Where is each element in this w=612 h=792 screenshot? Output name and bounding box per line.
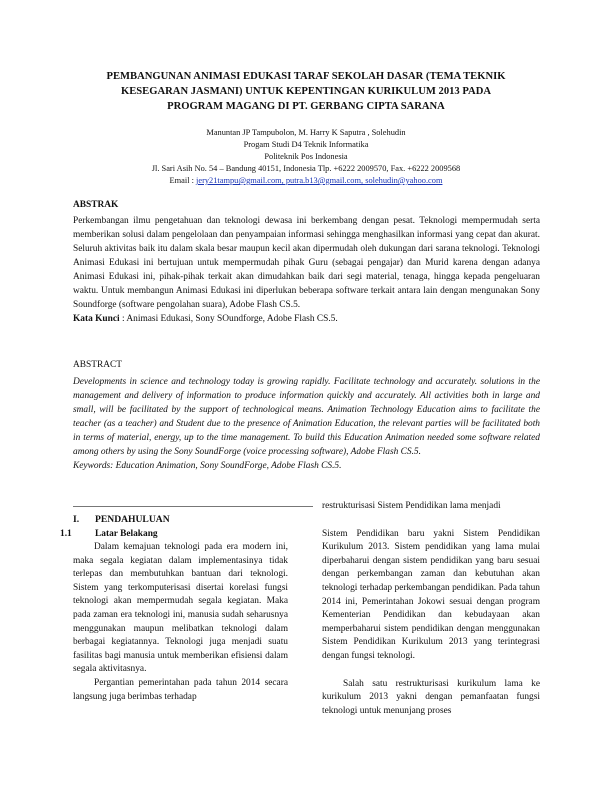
- left-paragraph-1: Dalam kemajuan teknologi pada era modern ini, maka segala kegiatan dalam implementasinya tidak terlepas dan membutuhkan bantuan dari teknologi. Sistem yang terkomputerisasi disertai korelasi fungsi teknologi akan mempermudah segala kegiatan. Maka pada zaman era teknologi ini, manusia sudah seharusnya menggunakan maupun melibatkan teknologi dalam berbagai kegiatannya. Teknologi juga menjadi suatu fasilitas bagi manusia untuk memberikan efisiensi dalam segala aktivitasnya.: [73, 542, 288, 675]
- keywords-label: Kata Kunci: [73, 314, 120, 324]
- right-paragraph-2: Salah satu restrukturisasi kurikulum lama ke kurikulum 2013 yakni dengan pemanfaatan fungsi teknologi untuk menunjang proses: [322, 678, 540, 716]
- right-column: [322, 500, 540, 718]
- subsection-number: 1.1: [60, 529, 72, 539]
- abstrak-body: Perkembangan ilmu pengetahuan dan teknologi dewasa ini berkembang dengan pesat. Teknologi mempermudah serta memberikan solusi dalam pengelolaan dan penyampaian informasi sehingga menghasilkan informasi yang cepat dan akurat. Seluruh aktivitas baik itu dalam skala besar maupun kecil akan dipermudah oleh dukungan dari sarana teknologi. Teknologi Animasi Edukasi ini bertujuan untuk mempermudah pihak Guru (sebagai pengajar) dan Murid karena dengan adanya Animasi Edukasi ini, pihak-pihak terkait akan dimudahkan baik dari segi material, tenaga, hingga kepada pengeluaran waktu. Untuk membangun Animasi Edukasi ini diperlukan beberapa software terkait antara lain dengan mengunakan Sony Soundforge (software pengolahan suara), Adobe Flash CS.5.: [73, 216, 540, 310]
- author-block: [60, 127, 552, 187]
- abstrak-keywords: [73, 312, 540, 326]
- title-line-2: KESEGARAN JASMANI) UNTUK KEPENTINGAN KURIKULUM 2013 PADA: [120, 86, 491, 97]
- author-email-line: [60, 175, 552, 187]
- section-1-title: PENDAHULUAN: [95, 514, 170, 525]
- email-label: Email :: [169, 176, 197, 185]
- author-address: Jl. Sari Asih No. 54 – Bandung 40151, Indonesia Tlp. +6222 2009570, Fax. +6222 2009568: [151, 164, 461, 173]
- subsection-title: Latar Belakang: [95, 529, 158, 539]
- section-divider: [73, 506, 313, 507]
- abstract-en-body: Developments in science and technology today is growing rapidly. Facilitate technology and accurately. solutions in the management and delivery of information to produce information quickly and accurately. All activities both in large and small, will be facilitated by the support of technological means. Animation Technology Education aims to facilitate the teacher (as a teacher) and Student due to the presence of Animation Education, the relevant parties will be facilitated both in terms of material, energy, up to the time management. To build this Education Animation needed some software related among others by using the Sony SoundForge (voice processing software), Adobe Flash CS.5.: [73, 377, 540, 457]
- title-line-1: PEMBANGUNAN ANIMASI EDUKASI TARAF SEKOLAH DASAR (TEMA TEKNIK: [106, 71, 506, 82]
- title-line-3: PROGRAM MAGANG DI PT. GERBANG CIPTA SARANA: [167, 101, 445, 112]
- author-program: Progam Studi D4 Teknik Informatika: [243, 140, 369, 149]
- abstract-en-keywords: Keywords: Education Animation, Sony SoundForge, Adobe Flash CS.5.: [73, 461, 342, 471]
- subsection-1-1-heading: [60, 529, 158, 539]
- right-paragraph-1: Sistem Pendidikan baru yakni Sistem Pendidikan Kurikulum 2013. Sistem pendidikan yang lama mulai diperbaharui dengan sistem pendidikan yang baru sesuai dengan perkembangan zaman dan kebutuhan akan teknologi terhadap perkembangan pendidikan. Pada tahun 2014 ini, Pemerintahan Jokowi sesuai dengan program Kementerian Pendidikan dan kebudayaan akan memperbaharui sistem pendidikan dengan menggunakan Sistem Pendidikan Kurikulum 2013 yang terintegrasi dengan fungsi teknologi.: [322, 528, 540, 661]
- email-links[interactable]: jery21tampu@gmail.com, putra.b13@gmail.com, solehudin@yahoo.com: [196, 176, 443, 185]
- left-paragraph-2: Pergantian pemerintahan pada tahun 2014 secara langsung juga berimbas terhadap: [73, 677, 288, 702]
- abstrak-section: [73, 214, 540, 326]
- section-1-heading: [73, 514, 170, 525]
- paper-title: [60, 69, 552, 114]
- author-names: Manuntan JP Tampubolon, M. Harry K Saputra , Solehudin: [206, 128, 406, 137]
- keywords-value: : Animasi Edukasi, Sony SOundforge, Adobe Flash CS.5.: [119, 314, 338, 324]
- author-institution: Politeknik Pos Indonesia: [264, 152, 348, 161]
- section-1-number: I.: [73, 514, 80, 525]
- abstrak-heading: ABSTRAK: [73, 200, 119, 210]
- abstract-en-heading: ABSTRACT: [73, 360, 122, 370]
- left-column: [73, 541, 288, 704]
- abstract-en-section: [73, 375, 540, 473]
- right-paragraph-0: restrukturisasi Sistem Pendidikan lama menjadi: [322, 501, 501, 511]
